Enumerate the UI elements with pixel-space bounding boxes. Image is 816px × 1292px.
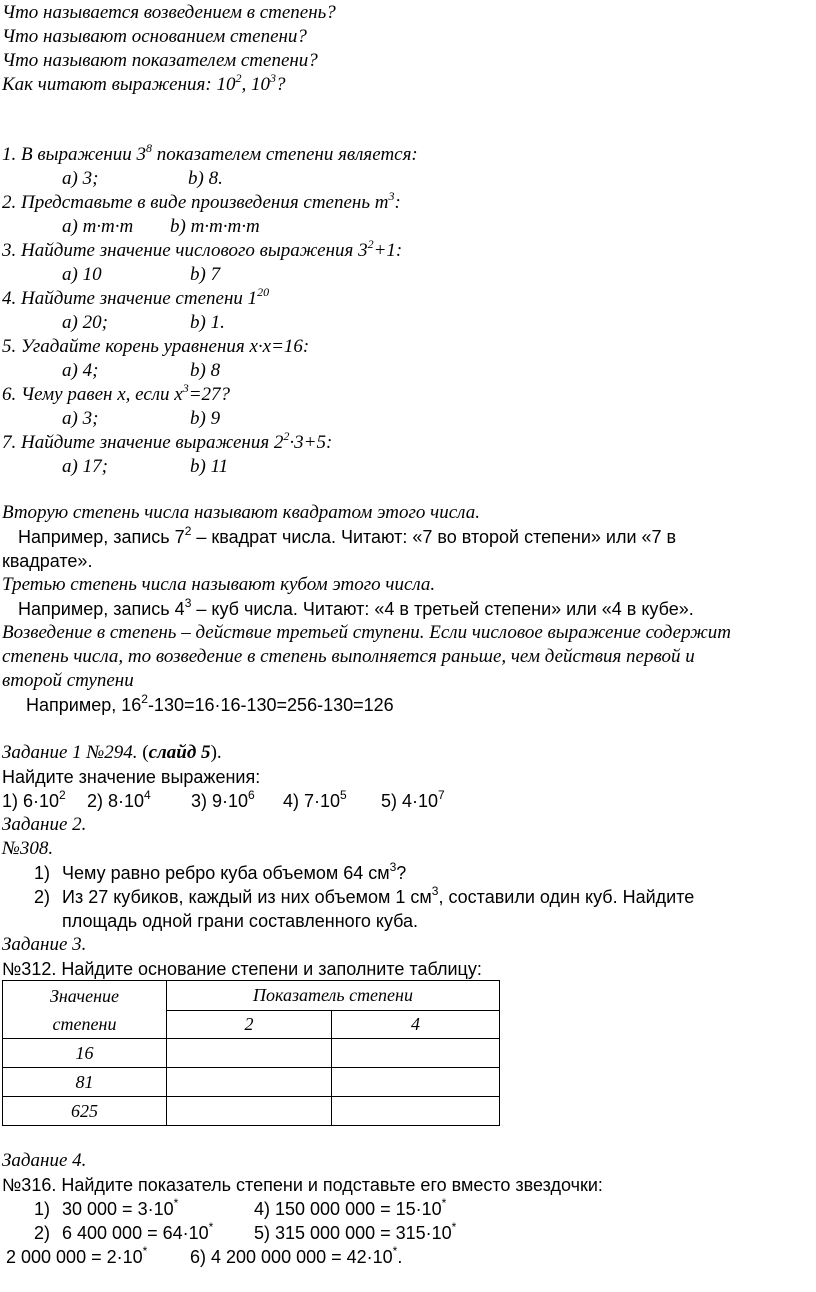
quiz-answer-5a: a) 4; xyxy=(62,360,99,381)
quiz-answer-1b: b) 8. xyxy=(188,168,223,189)
task4-prompt: №316. Найдите показатель степени и подставьте его вместо звездочки: xyxy=(2,1175,603,1195)
task2-item2-number: 2) xyxy=(34,887,51,907)
task4-item-2: 6 400 000 = 64·10* xyxy=(62,1220,214,1243)
quiz-answer-5b: b) 8 xyxy=(190,360,221,381)
table-header-exp-2: 2 xyxy=(167,1011,332,1039)
quiz-question-6: 6. Чему равен x, если $x^3=27$? xyxy=(2,381,231,405)
intro-question-1: Что называется возведением в степень? xyxy=(2,2,336,23)
task4-item-6: 6) 4 200 000 000 = 42·10*. xyxy=(190,1244,403,1267)
quiz-question-3: 3. Найдите значение числового выражения $3^2+1$: xyxy=(2,237,403,261)
task2-item2: Из 27 кубиков, каждый из них объемом 1 $см^3$, составили один куб. Найдите xyxy=(62,884,695,907)
task1-item-1: 1) $6\cdot 10^2$ xyxy=(2,788,66,811)
table-cell-value: 16 xyxy=(3,1039,167,1068)
intro-question-3: Что называют показателем степени? xyxy=(2,50,318,71)
task4-item-1: 30 000 = 3·10* xyxy=(62,1196,179,1219)
order-rule-line2: степень числа, то возведение в степень выполняется раньше, чем действия первой и xyxy=(2,646,695,667)
quiz-answer-2a: a) m·m·m xyxy=(62,216,134,237)
cube-example: Например, запись $4^3$ – куб числа. Читают: «4 в третьей степени» или «4 в кубе». xyxy=(18,596,694,619)
table-cell-empty xyxy=(332,1068,500,1097)
table-row xyxy=(3,1097,500,1126)
task4-item-3: 2 000 000 = 2·10* xyxy=(6,1244,148,1267)
intro-question-4: Как читают выражения: $10^2$, $10^3$? xyxy=(2,71,286,95)
quiz-question-5: 5. Угадайте корень уравнения x·x=16: xyxy=(2,336,310,357)
task4-item-4: 4) 150 000 000 = 15·10* xyxy=(254,1196,447,1219)
quiz-answer-2b: b) m·m·m·m xyxy=(170,216,260,237)
task2-item2-line2: площадь одной грани составленного куба. xyxy=(62,911,419,931)
table-cell-value: 625 xyxy=(3,1097,167,1126)
square-example-line2: квадрате». xyxy=(2,551,93,571)
table-row xyxy=(3,1039,500,1068)
square-definition: Вторую степень числа называют квадратом этого числа. xyxy=(2,502,480,523)
task1-item-5: 5) $4\cdot 10^7$ xyxy=(381,788,445,811)
quiz-answer-3b: b) 7 xyxy=(190,264,221,285)
task1-title: Задание 1 №294. (слайд 5). xyxy=(2,742,222,763)
quiz-question-1: 1. В выражении $3^8$ показателем степени является: xyxy=(2,141,418,165)
task2-item1: Чему равно ребро куба объемом 64 $см^3$? xyxy=(62,860,407,883)
table-cell-empty xyxy=(167,1097,332,1126)
quiz-answer-4b: b) 1. xyxy=(190,312,225,333)
task1-item-2: 2) $8\cdot 10^4$ xyxy=(87,788,151,811)
quiz-answer-6b: b) 9 xyxy=(190,408,221,429)
table-cell-empty xyxy=(332,1097,500,1126)
table-row xyxy=(3,1068,500,1097)
quiz-answer-7a: a) 17; xyxy=(62,456,108,477)
task1-prompt: Найдите значение выражения: xyxy=(2,767,261,787)
order-rule-line3: второй ступени xyxy=(2,670,134,691)
table-header-value: Значение степени xyxy=(3,981,167,1039)
task3-prompt: №312. Найдите основание степени и заполните таблицу: xyxy=(2,959,482,979)
quiz-answer-3a: a) 10 xyxy=(62,264,102,285)
square-example: Например, запись $7^2$ – квадрат числа. Читают: «7 во второй степени» или «7 в xyxy=(18,524,677,547)
task1-item-3: 3) $9\cdot 10^6$ xyxy=(191,788,255,811)
task4-title: Задание 4. xyxy=(2,1150,87,1171)
task4-item-5: 5) 315 000 000 = 315·10* xyxy=(254,1220,457,1243)
table-header-exponent: Показатель степени xyxy=(167,981,500,1011)
order-rule-line1: Возведение в степень – действие третьей ступени. Если числовое выражение содержит xyxy=(2,622,731,643)
task2-title: Задание 2. xyxy=(2,814,87,835)
table-cell-empty xyxy=(167,1068,332,1097)
quiz-question-7: 7. Найдите значение выражения $2^2\cdot 3+5$: xyxy=(2,429,333,453)
quiz-answer-1a: a) 3; xyxy=(62,168,99,189)
quiz-question-4: 4. Найдите значение степени $1^{20}$ xyxy=(2,285,270,309)
cube-definition: Третью степень числа называют кубом этого числа. xyxy=(2,574,436,595)
task3-title: Задание 3. xyxy=(2,934,87,955)
table-cell-value: 81 xyxy=(3,1068,167,1097)
task2-number: №308. xyxy=(2,838,54,859)
task1-item-4: 4) $7\cdot 10^5$ xyxy=(283,788,347,811)
task4-item1-number: 1) xyxy=(34,1199,51,1219)
task2-item1-number: 1) xyxy=(34,863,51,883)
powers-table xyxy=(2,980,500,1126)
task4-item2-number: 2) xyxy=(34,1223,51,1243)
quiz-answer-7b: b) 11 xyxy=(190,456,229,477)
table-header-exp-4: 4 xyxy=(332,1011,500,1039)
table-cell-empty xyxy=(332,1039,500,1068)
quiz-answer-6a: a) 3; xyxy=(62,408,99,429)
table-cell-empty xyxy=(167,1039,332,1068)
intro-question-2: Что называют основанием степени? xyxy=(2,26,307,47)
order-example: Например, $16^2-130=16\cdot 16-130=256-130=126$ xyxy=(26,692,394,715)
quiz-answer-4a: a) 20; xyxy=(62,312,108,333)
quiz-question-2: 2. Представьте в виде произведения степень $m^3$: xyxy=(2,189,401,213)
